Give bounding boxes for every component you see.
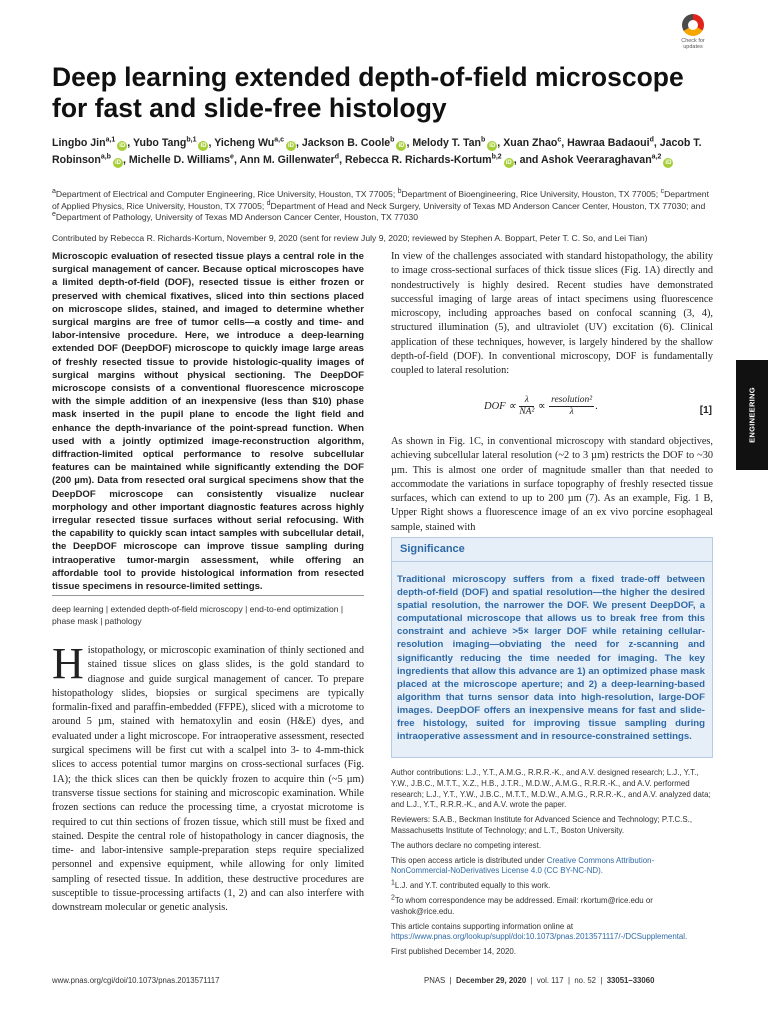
orcid-icon[interactable]: iD	[200, 143, 207, 149]
license-prefix: This open access article is distributed under	[391, 855, 547, 865]
author	[345, 154, 514, 166]
affiliation-text: Department of Pathology, University of Texas MD Anderson Cancer Center, Houston, TX 77030	[55, 212, 418, 223]
body-paragraph-1: In view of the challenges associated with standard histopathology, the ability to image cross-sectional surfaces of thick tissue slices (Fig. 1A) directly and nondestructively is highly desired. Recent studies have demonstrated successful imaging of large areas of intact specimens using fluorescence microscopy, including approaches based on confocal scanning (3, 4), structured illumination (5), and ultraviolet (UV) excitation (6). Clinical application of these techniques, however, is largely hindered by the shallow depth-of-field (DOF). In conventional microscopy, DOF is fundamentally coupled to lateral resolution:	[391, 251, 713, 377]
significance-divider	[391, 561, 713, 562]
correspondence-text: To whom correspondence may be addressed. Email: rkortum@rice.edu or vashok@rice.edu.	[391, 895, 653, 916]
author-name: Ashok Veeraraghavan	[540, 153, 652, 166]
orcid-icon[interactable]: iD	[665, 159, 672, 166]
author-affiliation-marker: a,c	[274, 136, 284, 144]
contributed-by: Contributed by Rebecca R. Richards-Kortum, November 9, 2020 (sent for review July 9, 2020; reviewed by Stephen A. Boppart, Peter T. C. So, and Lei Tian)	[52, 233, 648, 243]
author-name: Lingbo Jin	[52, 137, 106, 149]
equation-fraction-2	[549, 395, 594, 418]
author	[302, 137, 407, 149]
orcid-icon[interactable]: iD	[287, 143, 294, 149]
author-name: Yicheng Wu	[214, 137, 275, 149]
equation-1	[484, 395, 714, 429]
affiliations	[52, 189, 712, 224]
affiliation-text: Department of Bioengineering, Rice University, Houston, TX 77005;	[401, 189, 661, 199]
affiliation-text: Department of Applied Physics, Rice University, Houston, TX 77005;	[52, 189, 709, 211]
author-affiliation-marker: c	[557, 136, 562, 144]
affiliation-key: a	[52, 188, 56, 196]
equation-proportional: ∝	[537, 400, 546, 412]
author	[214, 137, 296, 149]
author-name: Jacob T. Robinson	[52, 137, 702, 166]
license-note	[391, 856, 713, 878]
significance-title: Significance	[400, 543, 465, 555]
author	[129, 154, 234, 166]
equal-contribution-note	[391, 881, 713, 892]
issue-number: no. 52	[574, 976, 596, 985]
author	[503, 137, 561, 149]
author	[133, 137, 208, 149]
supplementary-prefix: This article contains supporting information online at	[391, 921, 574, 931]
orcid-icon[interactable]: iD	[505, 159, 512, 166]
author-affiliation-marker: a,b	[100, 152, 111, 160]
competing-interest: The authors declare no competing interest.	[391, 840, 542, 850]
journal-name: PNAS	[424, 976, 446, 985]
author-name: Ann M. Gillenwater	[239, 153, 335, 166]
page-range: 33051–33060	[606, 976, 655, 985]
author-name: Hawraa Badaoui	[567, 137, 650, 149]
affiliation-text: Department of Head and Neck Surgery, University of Texas MD Anderson Cancer Center, Houston, TX 77030; and	[270, 200, 706, 211]
author	[567, 137, 654, 149]
doi-url[interactable]: www.pnas.org/cgi/doi/10.1073/pnas.2013571117	[52, 976, 220, 985]
correspondence-marker: 2	[391, 894, 395, 902]
equation-number: [1]	[699, 405, 712, 416]
fraction-2-numerator: resolution²	[551, 395, 593, 405]
issue-date: December 29, 2020	[455, 976, 527, 985]
section-side-tab-label: ENGINEERING	[747, 387, 757, 443]
publication-date: First published December 14, 2020.	[391, 947, 517, 957]
author-contributions: Author contributions: L.J., Y.T., A.M.G., R.R.R.-K., and A.V. designed research; L.J., Y.T., Y.W., J.B.C., M.T.T., X.Z., H.B., J.T.R., M.D.W., A.M.G., R.R.R.-K., and A.V. performed research; L.J., Y.T., Y.W., J.B.C., M.T.T., M.D.W., A.M.G., R.R.R.-K., and A.V. analyzed data; and L.J., Y.T., R.R.R.-K., and A.V. wrote the paper.	[391, 768, 711, 810]
orcid-icon[interactable]: iD	[489, 143, 496, 149]
equation-fraction-1	[519, 395, 534, 418]
author-name: Rebecca R. Richards-Kortum	[344, 153, 492, 166]
author-name: Jackson B. Coole	[301, 137, 391, 149]
author-affiliation-marker: a,1	[105, 136, 116, 144]
author	[52, 137, 127, 149]
journal-footer: PNAS | December 29, 2020 | vol. 117 | no. 52 | 33051–33060	[424, 976, 655, 985]
affiliation-key: e	[52, 211, 56, 219]
author-affiliation-marker: d	[649, 136, 654, 144]
article-title: Deep learning extended depth-of-field microscope for fast and slide-free histology	[52, 62, 684, 123]
author-affiliation-marker: b,1	[186, 136, 197, 144]
affiliation-key: d	[266, 199, 271, 207]
introduction-paragraph	[52, 639, 364, 916]
author	[541, 154, 673, 166]
author-affiliation-marker: a,2	[651, 152, 662, 160]
check-for-updates-badge[interactable]	[674, 14, 712, 54]
keywords-divider	[52, 595, 364, 596]
keywords	[52, 603, 364, 628]
license-link[interactable]: Creative Commons Attribution-NonCommercial-NoDerivatives License 4.0 (CC BY-NC-ND).	[391, 855, 655, 876]
abstract: Microscopic evaluation of resected tissue plays a central role in the surgical management of cancer. Because optical microscopes have a limited depth-of-field (DOF), resected tissue is either frozen or preserved with chemical fixatives, sliced into thin sections placed on microscope slides, stained, and imaged to determine whether surgical margins are free of tumor cells—a costly and time- and labor-intensive procedure. Here, we introduce a deep-learning extended DOF (DeepDOF) microscope to quickly image large areas of freshly resected tissue to provide histologic-quality images of surgical margins without physical sectioning. The DeepDOF microscope consists of a conventional fluorescence microscope with the simple addition of an inexpensive (less than $10) phase mask inserted in the pupil plane to encode the light field and enhance the depth-invariance of the point-spread function. When used with a jointly optimized image-reconstruction algorithm, diffraction-limited optical performance to resolve subcellular features can be maintained while significantly extending the DOF (200 µm). Data from resected oral surgical specimens show that the DeepDOF microscope can consistently visualize nuclear morphology and other important diagnostic features across highly irregular resected tissue surfaces without serial refocusing. With the capability to quickly scan intact samples with subcellular detail, the DeepDOF microscope can improve tissue sampling during intraoperative tumor-margin assessment, while offering an affordable tool to provide histological information from resected tissue specimens in resource-limited settings.	[52, 251, 364, 593]
supplementary-link[interactable]: https://www.pnas.org/lookup/suppl/doi:10.1073/pnas.2013571117/-/DCSupplemental.	[391, 932, 688, 942]
author-affiliation-marker: b	[390, 136, 395, 144]
author	[239, 154, 339, 166]
section-side-tab	[736, 360, 768, 470]
author-name: Melody T. Tan	[412, 137, 482, 149]
author-affiliation-marker: b	[481, 136, 486, 144]
author-name: Yubo Tang	[133, 137, 187, 149]
reviewers: Reviewers: S.A.B., Beckman Institute for Advanced Science and Technology; P.T.C.S., Massachusetts Institute of Technology; and L.T., Boston University.	[391, 815, 693, 835]
author	[412, 137, 497, 149]
check-for-updates-label: Check for updates	[681, 38, 705, 50]
orcid-icon[interactable]: iD	[114, 159, 121, 166]
equal-contribution-text: L.J. and Y.T. contributed equally to this work.	[394, 881, 551, 891]
affiliation-text: Department of Electrical and Computer Engineering, Rice University, Houston, TX 77005;	[55, 189, 398, 199]
fraction-2-denominator: λ	[569, 407, 574, 417]
introduction-text: istopathology, or microscopic examination of thinly sectioned and stained tissue slices on glass slides, is the gold standard to diagnose and guide surgical management of cancer. To prepare histopathology slides, biopsies or surgical specimens are typically formalin-fixed and paraffin-embedded (FFPE), sliced with a microtome to around 5 µm, stained with hematoxylin and eosin (H&E) dyes, and evaluated under a light microscope. For intraoperative assessment, resected surgical specimens will be first cut with a scalpel into 3- to 4-mm-thick slices to access potential tumor margins on cross-sectional surfaces (Fig. 1A); the thick slices can then be quickly frozen to acquire thin (~5 µm) transverse tissue sections for staining and microscopic examination. While frozen sections can reduce the processing time, a cryostat microtome is required to cut thin sections of frozen tissue, which still must be fixed and stained. Despite the central role of histopathology in cancer diagnosis, the time- and labor-intensive sample-preparation steps require specialized personnel and expensive equipment, while allowing for only limited sampling of resected tissue. In addition, these destructive procedures are susceptible to tissue-processing artifacts (1, 2) and can also interfere with downstream molecular or genetic analysis.	[52, 645, 364, 914]
affiliation-key: b	[397, 188, 402, 196]
author-affiliation-marker: b,2	[491, 152, 502, 160]
body-paragraph-2: As shown in Fig. 1C, in conventional microscopy with standard objectives, achieving subcellular lateral resolution (~2 to 3 µm) restricts the DOF to ~30 µm. This is almost one order of magnitude smaller than that needed to accommodate the variations in surface topography of freshly resected tissue surfaces, which can extend to up to 200 µm (7). As an example, Fig. 1 B, Upper Right shows a fluorescence image of an ex vivo porcine esophageal sample, stained with	[391, 436, 713, 533]
orcid-icon[interactable]: iD	[119, 143, 126, 149]
supplementary-note	[391, 922, 713, 944]
significance-text: Traditional microscopy suffers from a fixed trade-off between depth-of-field (DOF) and spatial resolution—the higher the desired spatial resolution, the narrower the DOF. We present DeepDOF, a computational microscope that allows us to break free from this constraint and achieve >5× larger DOF while retaining cellular-resolution imaging—obviating the need for z-scanning and significantly reducing the time needed for imaging. The key ingredients that allow this advance are 1) an optimized phase mask placed at the microscope aperture; and 2) a deep-learning-based algorithm that turns sensor data into high-resolution, large-DOF images. DeepDOF offers an inexpensive means for fast and slide-free histology, suited for improving tissue sampling during intraoperative assessment and in resource-constrained settings.	[397, 574, 705, 743]
affiliation-key: c	[660, 188, 665, 196]
check-for-updates-icon	[682, 14, 704, 36]
author-list: Lingbo Jin$^{a,1}$iD , Yubo Tang$^{b,1}$iD , Yicheng Wu$^{a,c}$iD , Jackson B. Coole$^b$iD , Melody T. Tan$^b$iD , Xuan Zhao$^c$, Hawraa Badaoui$^d$, Jacob T. Robinson$^{a,b}$iD , Michelle D. Williams$^e$, Ann M. Gillenwater$^d$, Rebecca R. Richards-Kortum$^{b,2}$iD , and Ashok Veeraraghavan$^{a,2}$iD	[52, 136, 702, 166]
drop-cap: H	[52, 639, 84, 688]
equation-tail: .	[595, 400, 598, 412]
author-name: Michelle D. Williams	[128, 153, 231, 166]
author-affiliation-marker: e	[230, 152, 234, 160]
volume: vol. 117	[536, 976, 564, 985]
author-name: Xuan Zhao	[503, 137, 558, 149]
keywords-text: deep learning | extended depth-of-field microscopy | end-to-end optimization | phase mask | pathology	[52, 604, 344, 627]
footnotes	[391, 768, 713, 962]
fraction-1-denominator: NA²	[519, 407, 535, 417]
equal-contribution-marker: 1	[391, 879, 395, 887]
correspondence-note	[391, 896, 713, 918]
orcid-icon[interactable]: iD	[398, 143, 405, 149]
equation-lhs: DOF ∝	[484, 400, 516, 412]
author-affiliation-marker: d	[334, 152, 340, 160]
fraction-1-numerator: λ	[519, 395, 534, 407]
